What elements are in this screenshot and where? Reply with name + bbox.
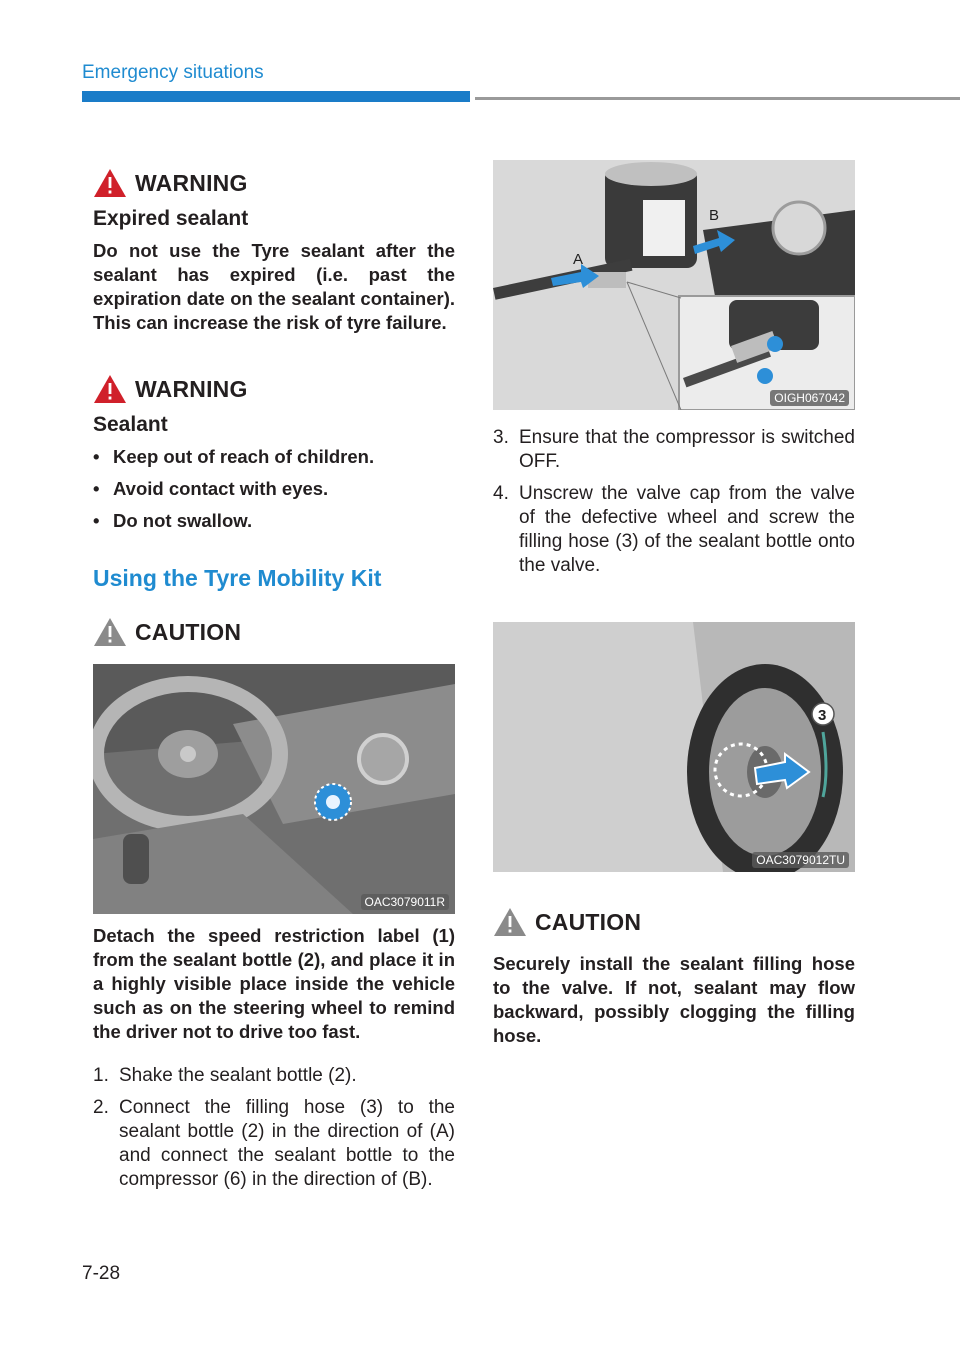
warning-bullet-list (93, 445, 455, 533)
steps-list (493, 426, 855, 578)
list-item: 3. Ensure that the compressor is switched OFF. (493, 427, 855, 472)
warning-label: WARNING (135, 375, 248, 402)
caution-header (93, 614, 455, 650)
label-a: A (573, 251, 584, 268)
list-item: 2. Connect the filling hose (3) to the sealant bottle (2) in the direction of (A) and connect the sealant bottle to the compressor (6) in the direction of (B). (93, 1097, 455, 1190)
caution-text: Securely install the sealant filling hose to the valve. If not, sealant may flow backward, possibly clogging the filling hose. (493, 953, 855, 1046)
dashboard-photo (93, 664, 455, 914)
image-code: OIGH067042 (770, 390, 849, 406)
caution-triangle-icon (493, 907, 527, 937)
list-item: • Keep out of reach of children. (93, 446, 375, 467)
warning-triangle-icon (93, 374, 127, 404)
list-item: 1. Shake the sealant bottle (2). (93, 1065, 357, 1086)
section-title: Emergency situations (82, 62, 264, 83)
left-column (93, 165, 455, 1200)
caution-header (493, 904, 855, 940)
header-rule-gray (475, 97, 960, 100)
warning-title: Expired sealant (93, 207, 249, 230)
list-item: • Avoid contact with eyes. (93, 478, 329, 499)
hose-number-label: 3 (818, 707, 827, 724)
warning-label: WARNING (135, 169, 248, 196)
image-code: OAC3079012TU (752, 852, 849, 868)
wheel-illustration (493, 622, 855, 872)
section-subheading: Using the Tyre Mobility Kit (93, 565, 382, 591)
warning-text: Do not use the Tyre sealant after the sealant has expired (i.e. past the expiration date on the sealant container). This can increase the risk of tyre failure. (93, 240, 455, 333)
compressor-illustration (493, 160, 855, 410)
header-rule-blue (82, 91, 470, 102)
list-item: 4. Unscrew the valve cap from the valve of the defective wheel and screw the filling hose (3) of the sealant bottle onto the valve. (493, 483, 855, 576)
compressor-photo (493, 160, 855, 410)
warning-header (93, 165, 455, 201)
right-column (493, 160, 855, 1048)
wheel-photo (493, 622, 855, 872)
caution-label: CAUTION (135, 618, 242, 645)
caution-text: Detach the speed restriction label (1) from the sealant bottle (2), and place it in a highly visible place inside the vehicle such as on the steering wheel to remind the driver not to drive too fast. (93, 925, 455, 1042)
caution-triangle-icon (93, 617, 127, 647)
label-b: B (709, 207, 720, 224)
warning-header (93, 371, 455, 407)
image-code: OAC3079011R (361, 894, 450, 910)
steps-list (93, 1064, 455, 1192)
list-item: • Do not swallow. (93, 510, 253, 531)
caution-label: CAUTION (535, 908, 642, 935)
dashboard-illustration (93, 664, 455, 914)
warning-triangle-icon (93, 168, 127, 198)
warning-title: Sealant (93, 413, 168, 436)
page-number: 7-28 (82, 1263, 121, 1284)
